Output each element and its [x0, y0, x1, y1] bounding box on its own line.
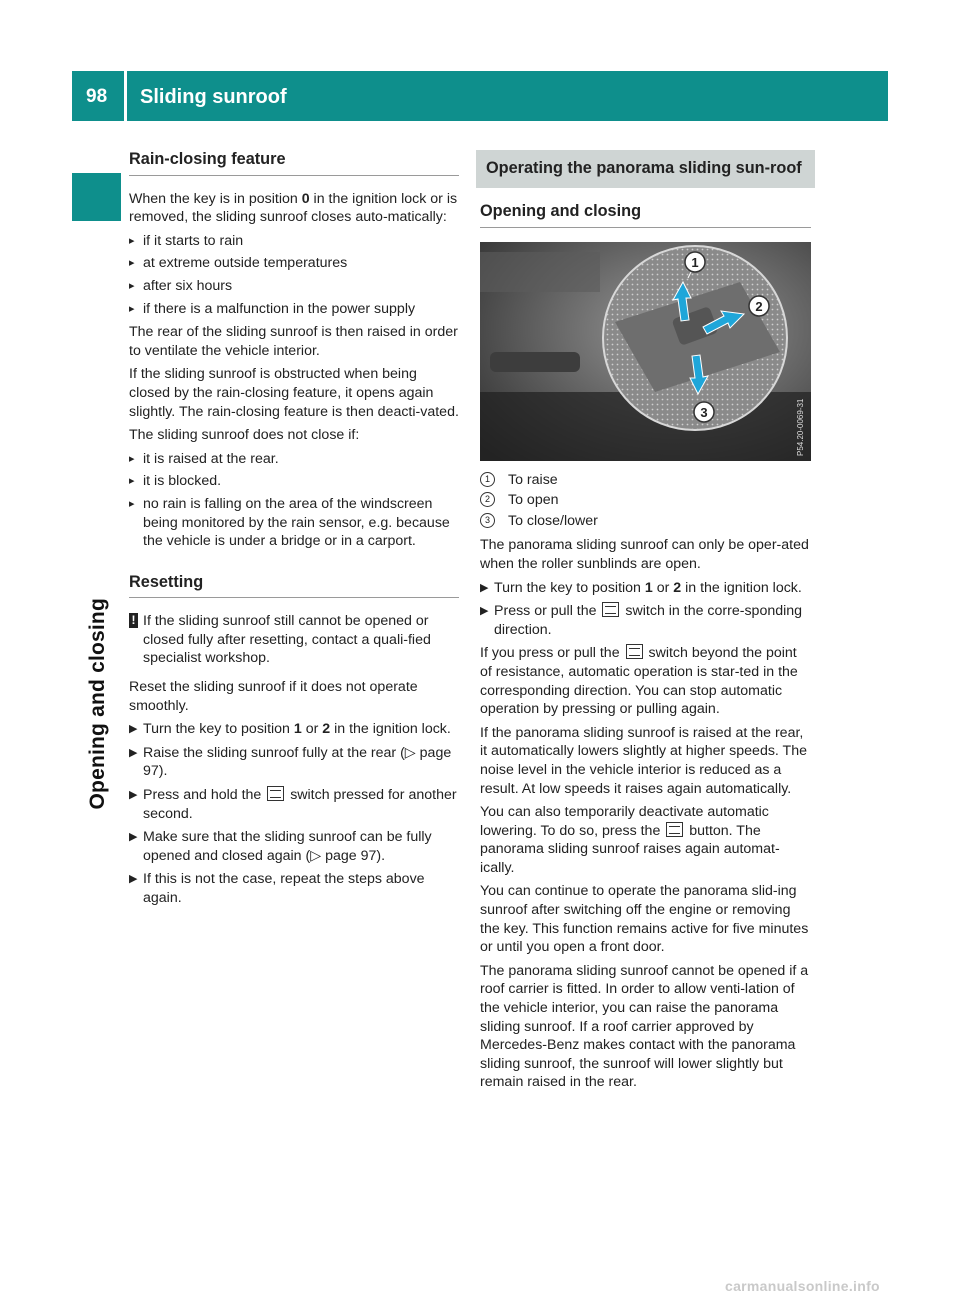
rain-intro: When the key is in position 0 in the ignition lock or is removed, the sliding sunroof closes auto-matically: — [129, 190, 458, 226]
left-column — [129, 150, 459, 913]
overhead-control-illustration — [480, 242, 811, 461]
list-item: ▸ it is raised at the rear. — [129, 450, 459, 469]
resetting-heading: Resetting — [129, 573, 459, 599]
opening-closing-heading: Opening and closing — [480, 202, 811, 228]
step-arrow-icon: ▶ — [129, 831, 138, 844]
figure-legend — [480, 471, 811, 531]
list-item: ▸ at extreme outside temperatures — [129, 254, 459, 273]
list-item: ▸ if it starts to rain — [129, 232, 459, 251]
rearview-mirror — [490, 352, 580, 372]
reset-para: Reset the sliding sunroof if it does not operate smoothly. — [129, 679, 418, 714]
callout-2 — [749, 296, 769, 316]
header-divider — [124, 71, 127, 121]
section-label: Opening and closing — [86, 598, 109, 810]
rain-para-2: If the sliding sunroof is obstructed when being closed by the rain-closing feature, it opens again slightly. The rain-closing feature is then deacti-vated. — [129, 366, 459, 420]
list-item: ▸ after six hours — [129, 277, 459, 296]
no-close-list — [129, 450, 459, 551]
section-panel-title: Operating the panorama sliding sun-roof — [476, 150, 815, 188]
step-item: ▶ Raise the sliding sunroof fully at the rear (▷ page 97). — [129, 744, 452, 780]
operation-para-5: You can continue to operate the panorama slid-ing sunroof after switching off the engine or removing the key. This function remains active for five minutes or until you open a front door. — [480, 883, 809, 956]
warning-note: ! If the sliding sunroof still cannot be opened or closed fully after resetting, contact a quali-fied specialist workshop. — [129, 612, 459, 668]
step-arrow-icon: ▶ — [129, 746, 138, 759]
operation-para-4: You can also temporarily deactivate automatic lowering. To do so, press the button. The panorama sliding sunroof raises again automat-ically. — [480, 804, 780, 876]
rain-para-1: The rear of the sliding sunroof is then raised in order to ventilate the vehicle interior. — [129, 324, 458, 359]
section-tab — [72, 173, 121, 221]
watermark: carmanualsonline.info — [725, 1278, 880, 1294]
warning-icon: ! — [129, 613, 138, 628]
legend-item: 2 To open — [480, 491, 811, 510]
step-item: ▶ Press or pull the switch in the corre-sponding direction. — [480, 603, 803, 638]
operation-para-2: If you press or pull the switch beyond the point of resistance, automatic operation is star-ted in the corresponding direction. You can stop automatic operation by pressing or pulling again. — [480, 645, 798, 718]
overhead-control-figure — [480, 242, 811, 461]
sunroof-switch-icon — [626, 644, 643, 659]
step-item: ▶ If this is not the case, repeat the steps above again. — [129, 871, 425, 906]
rain-para-3: The sliding sunroof does not close if: — [129, 427, 360, 444]
callout-3-label: 3 — [700, 404, 708, 420]
step-item: ▶ Press and hold the switch pressed for another second. — [129, 787, 457, 822]
step-arrow-icon: ▶ — [129, 789, 138, 802]
rain-conditions-list — [129, 232, 459, 318]
list-item: ▸ if there is a malfunction in the power supply — [129, 300, 459, 319]
operation-para-3: If the panorama sliding sunroof is raised at the rear, it automatically lowers slightly at higher speeds. The noise level in the vehicle interior is reduced as a result. At low speeds it raises again automatically. — [480, 724, 807, 797]
sunroof-switch-icon — [666, 822, 683, 837]
step-arrow-icon: ▶ — [129, 723, 138, 736]
rain-closing-heading: Rain-closing feature — [129, 150, 459, 176]
legend-item: 3 To close/lower — [480, 512, 811, 531]
operation-para-6: The panorama sliding sunroof cannot be opened if a roof carrier is fitted. In order to allow venti-lation of the vehicle interior, you can raise the panorama sliding sunroof. If a roof carrier approved by Mercedes-Benz makes contact with the panorama sliding sunroof, the sunroof will lower slightly but remain raised in the rear. — [480, 962, 809, 1091]
page-number: 98 — [86, 86, 108, 107]
step-item: ▶ Turn the key to position 1 or 2 in the ignition lock. — [480, 579, 802, 596]
right-column — [480, 150, 811, 1097]
callout-3 — [694, 402, 714, 422]
legend-item: 1 To raise — [480, 471, 811, 490]
step-arrow-icon: ▶ — [480, 605, 489, 618]
operation-para-1: The panorama sliding sunroof can only be oper-ated when the roller sunblinds are open. — [480, 537, 809, 572]
sunroof-switch-icon — [267, 786, 284, 801]
list-item: ▸ it is blocked. — [129, 472, 459, 491]
figure-code: P54.20-0069-31 — [796, 398, 805, 456]
operation-steps — [480, 579, 811, 640]
step-arrow-icon: ▶ — [480, 581, 489, 594]
callout-2-label: 2 — [755, 298, 763, 314]
list-item: ▸ no rain is falling on the area of the windscreen being monitored by the rain sensor, e.g. because the vehicle is under a bridge or in a carport. — [129, 495, 459, 551]
page-title: Sliding sunroof — [140, 86, 287, 108]
step-item: ▶ Make sure that the sliding sunroof can be fully opened and closed again (▷ page 97). — [129, 829, 432, 864]
reset-steps — [129, 720, 459, 907]
step-arrow-icon: ▶ — [129, 873, 138, 886]
step-item: ▶ Turn the key to position 1 or 2 in the ignition lock. — [129, 721, 451, 738]
sunroof-switch-icon — [602, 602, 619, 617]
callout-1-label: 1 — [691, 254, 699, 270]
